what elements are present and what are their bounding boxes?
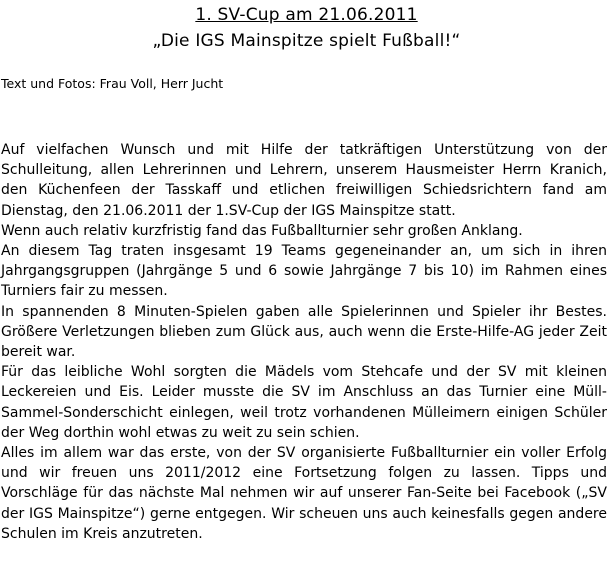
credits-line: Text und Fotos: Frau Voll, Herr Jucht (1, 76, 224, 91)
document-title: 1. SV-Cup am 21.06.2011 (195, 5, 418, 25)
paragraph: In spannenden 8 Minuten-Spielen gaben alle Spielerinnen und Spieler ihr Bestes. Größere Verletzungen blieben zum Glück aus, auch wenn die Erste-Hilfe-AG jeder Zeit bereit war. (1, 303, 607, 361)
paragraph: Alles im allem war das erste, von der SV organisierte Fußballturnier ein voller Erfolg und wir freuen uns 2011/2012 eine Fortsetzung folgen zu lassen. Tipps und Vorschläge für das nächste Mal nehmen wir auf unserer Fan-Seite bei Facebook („SV der IGS Mainspitze“) gerne entgegen. Wir scheuen uns auch keinesfalls gegen andere Schulen im Kreis anzutreten. (1, 445, 607, 542)
paragraph: Auf vielfachen Wunsch und mit Hilfe der tatkräftigen Unterstützung von der Schulleitung, allen Lehrerinnen und Lehrern, unserem Hausmeister Herrn Kranich, den Küchenfeen der Tasskaff und etlichen freiwilligen Schiedsrichtern fand am Dienstag, den 21.06.2011 der 1.SV-Cup der IGS Mainspitze statt. (1, 142, 607, 219)
paragraph: An diesem Tag traten insgesamt 19 Teams gegeneinander an, um sich in ihren Jahrgangsgruppen (Jahrgänge 5 und 6 sowie Jahrgänge 7 bis 10) im Rahmen eines Turniers fair zu messen. (1, 243, 607, 300)
paragraph: Für das leibliche Wohl sorgten die Mädels vom Stehcafe und der SV mit kleinen Leckereien und Eis. Leider musste die SV im Anschluss an das Turnier eine Müll-Sammel-Sonderschicht einlegen, weil trotz vorhandenen Mülleimern einigen Schüler der Weg dorthin wohl etwas zu weit zu sein schien. (1, 364, 607, 441)
article-body (1, 140, 607, 544)
document-subtitle: „Die IGS Mainspitze spielt Fußball!“ (152, 31, 461, 51)
paragraph: Wenn auch relativ kurzfristig fand das Fußballturnier sehr großen Anklang. (1, 222, 523, 239)
